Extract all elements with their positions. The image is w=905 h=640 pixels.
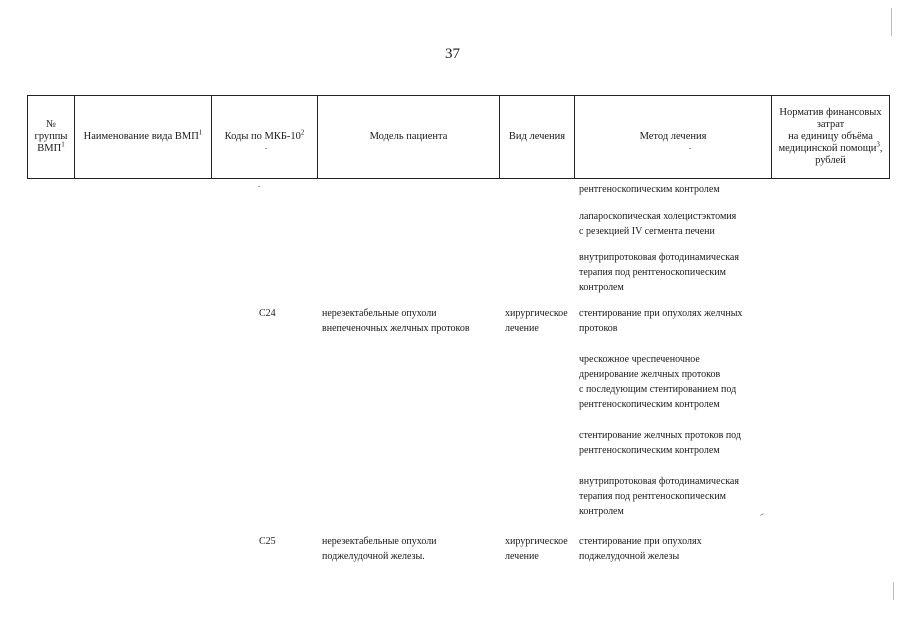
- method-line: внутрипротоковая фотодинамическая: [579, 252, 739, 263]
- method-line: с резекцией IV сегмента печени: [579, 226, 715, 237]
- header-group-number: [28, 96, 75, 179]
- method-text: [579, 250, 739, 295]
- method-line: лапароскопическая холецистэктомия: [579, 211, 737, 222]
- method-line: контролем: [579, 506, 624, 517]
- method-line: внутрипротоковая фотодинамическая: [579, 476, 739, 487]
- header-financial-norm-line3: на единицу объёма: [788, 131, 873, 142]
- method-line: протоков: [579, 323, 618, 334]
- header-financial-norm-line4-suffix: , рублей: [815, 143, 883, 166]
- treatment-type: [505, 534, 568, 564]
- header-vmp-name-text: Наименование вида ВМП: [83, 131, 199, 142]
- scan-speck: [265, 148, 267, 149]
- header-financial-norm: [772, 96, 890, 179]
- treatment-type: [505, 306, 568, 336]
- header-icd-codes-footnote: 2: [300, 128, 305, 137]
- treatment-type-line: хирургическое: [505, 536, 568, 547]
- method-line: стентирование при опухолях: [579, 536, 702, 547]
- header-financial-norm-line4: медицинской помощи: [778, 143, 877, 154]
- method-text: [579, 306, 742, 336]
- method-line: контролем: [579, 282, 624, 293]
- header-patient-model: [318, 96, 500, 179]
- method-line: дренирование желчных протоков: [579, 369, 721, 380]
- scan-speck: [689, 148, 691, 149]
- table-header: [27, 95, 890, 179]
- icd-code: C25: [259, 536, 276, 547]
- patient-model-line: поджелудочной железы.: [322, 551, 425, 562]
- method-text: [579, 474, 739, 519]
- header-group-number-line1: №: [45, 119, 57, 130]
- method-line: рентгеноскопическим контролем: [579, 184, 720, 195]
- patient-model: [322, 306, 470, 336]
- scan-edge-mark: [891, 8, 892, 36]
- patient-model-line: нерезектабельные опухоли: [322, 308, 437, 319]
- icd-code: C24: [259, 308, 276, 319]
- header-vmp-name: [75, 96, 212, 179]
- patient-model: [322, 534, 437, 564]
- header-vmp-name-footnote: 1: [198, 128, 203, 137]
- header-financial-norm-line1: Норматив финансовых: [779, 107, 882, 118]
- method-line: чрескожное чреспеченочное: [579, 354, 700, 365]
- treatment-type-line: хирургическое: [505, 308, 568, 319]
- header-group-number-footnote: 1: [61, 140, 65, 149]
- method-text: [579, 209, 736, 239]
- treatment-type-line: лечение: [505, 323, 539, 334]
- treatment-type-line: лечение: [505, 551, 539, 562]
- header-group-number-line3: ВМП: [37, 143, 62, 154]
- method-line: терапия под рентгеноскопическим: [579, 491, 726, 502]
- header-treatment-method: [575, 96, 772, 179]
- header-financial-norm-line2: затрат: [816, 119, 845, 130]
- method-text: [579, 534, 702, 564]
- method-text: [579, 352, 736, 412]
- scan-speck: [760, 513, 764, 516]
- method-line: поджелудочной железы: [579, 551, 680, 562]
- page-number: 37: [445, 46, 460, 62]
- header-group-number-line2: группы: [34, 131, 68, 142]
- header-icd-codes-text: Коды по МКБ-10: [224, 131, 301, 142]
- header-icd-codes: [212, 96, 318, 179]
- patient-model-line: внепеченочных желчных протоков: [322, 323, 470, 334]
- method-line: стентирование при опухолях желчных: [579, 308, 743, 319]
- method-line: стентирование желчных протоков под: [579, 430, 741, 441]
- scan-speck: [258, 186, 260, 187]
- scan-edge-mark: [893, 582, 894, 600]
- patient-model-line: нерезектабельные опухоли: [322, 536, 437, 547]
- method-text: [579, 428, 741, 458]
- method-line: с последующим стентированием под: [579, 384, 737, 395]
- method-line: рентгеноскопическим контролем: [579, 445, 720, 456]
- header-patient-model-text: Модель пациента: [369, 131, 448, 142]
- header-treatment-type-text: Вид лечения: [508, 131, 566, 142]
- method-line: рентгеноскопическим контролем: [579, 399, 720, 410]
- header-financial-norm-footnote: 3: [876, 140, 880, 149]
- method-line: терапия под рентгеноскопическим: [579, 267, 726, 278]
- header-treatment-type: [500, 96, 575, 179]
- method-text: [579, 182, 720, 197]
- header-treatment-method-text: Метод лечения: [639, 131, 707, 142]
